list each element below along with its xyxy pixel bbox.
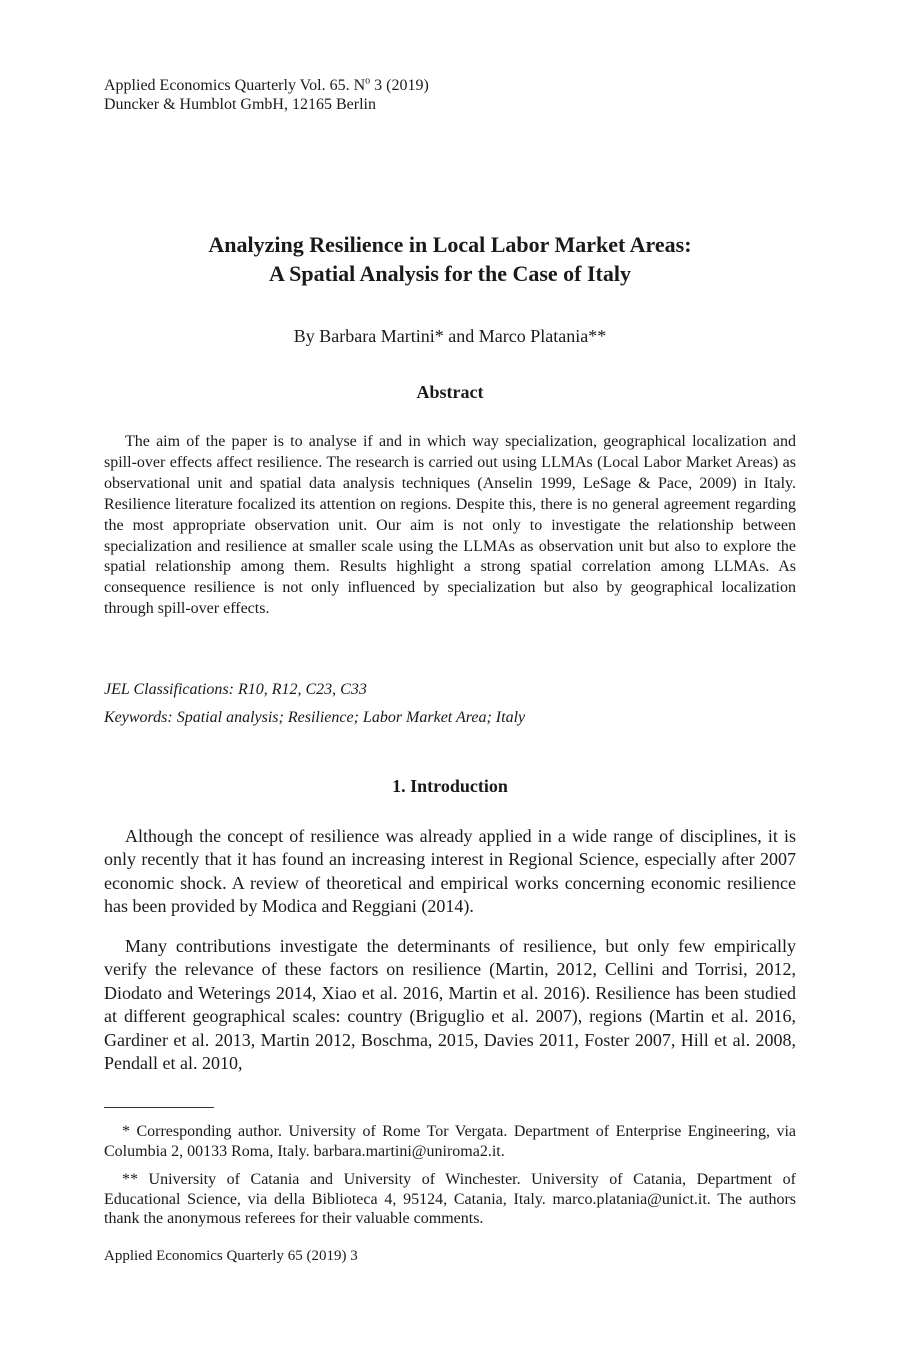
publisher-line: Duncker & Humblot GmbH, 12165 Berlin (104, 96, 376, 113)
journal-citation (104, 76, 429, 95)
section-heading-introduction: 1. Introduction (392, 776, 508, 796)
footnote-2: ** University of Catania and University of Winchester. University of Catania, Department of Educational Science, via della Biblioteca 4, 95124, Catania, Italy. marco.platania@unict.it. The authors thank the anonymous referees for their valuable comments. (104, 1171, 796, 1228)
paper-title (104, 230, 796, 288)
number-superscript: o (365, 75, 371, 87)
intro-paragraph-1: Although the concept of resilience was already applied in a wide range of disciplines, it is only recently that it has found an increasing interest in Regional Science, especially after 2007 economic shock. A review of theoretical and empirical works concerning economic resilience has been provided by Modica and Reggiani (2014). (104, 826, 796, 917)
footnote-1: * Corresponding author. University of Rome Tor Vergata. Department of Enterprise Engineering, via Columbia 2, 00133 Roma, Italy. barbara.martini@uniroma2.it. (104, 1123, 796, 1160)
abstract-heading: Abstract (416, 382, 484, 402)
abstract-text: The aim of the paper is to analyse if and in which way specialization, geographical localization and spill-over effects affect resilience. The research is carried out using LLMAs (Local Labor Market Areas) as observational unit and spatial data analysis techniques (Anselin 1999, LeSage & Pace, 2009) in Italy. Resilience literature focalized its attention on regions. Despite this, there is no general agreement regarding the most appropriate observation unit. Our aim is not only to investigate the relationship between specialization and resilience at smaller scale using the LLMAs as observation unit but also to explore the spatial relationship among them. Results highlight a strong spatial correlation among LLMAs. As consequence resilience is not only influenced by specialization but also by geographical localization through spill-over effects. (104, 433, 796, 618)
journal-prefix: Applied Economics Quarterly Vol. 65. N (104, 77, 366, 94)
page-footer: Applied Economics Quarterly 65 (2019) 3 (104, 1248, 358, 1264)
author-line: By Barbara Martini* and Marco Platania** (293, 326, 607, 346)
footnote-divider (104, 1107, 214, 1108)
journal-header (104, 76, 429, 114)
keywords: Keywords: Spatial analysis; Resilience; Labor Market Area; Italy (104, 709, 526, 726)
title-line-2: A Spatial Analysis for the Case of Italy (268, 261, 631, 286)
intro-paragraph-2: Many contributions investigate the determinants of resilience, but only few empirically verify the relevance of these factors on resilience (Martin, 2012, Cellini and Torrisi, 2012, Diodato and Weterings 2014, Xiao et al. 2016, Martin et al. 2016). Resilience has been studied at different geographical scales: country (Briguglio et al. 2007), regions (Martin et al. 2016, Gardiner et al. 2013, Martin 2012, Boschma, 2015, Davies 2011, Foster 2007, Hill et al. 2008, Pendall et al. 2010, (104, 936, 796, 1074)
jel-classifications: JEL Classifications: R10, R12, C23, C33 (104, 681, 367, 698)
title-line-1: Analyzing Resilience in Local Labor Market Areas: (208, 232, 692, 257)
journal-suffix: 3 (2019) (370, 77, 429, 94)
